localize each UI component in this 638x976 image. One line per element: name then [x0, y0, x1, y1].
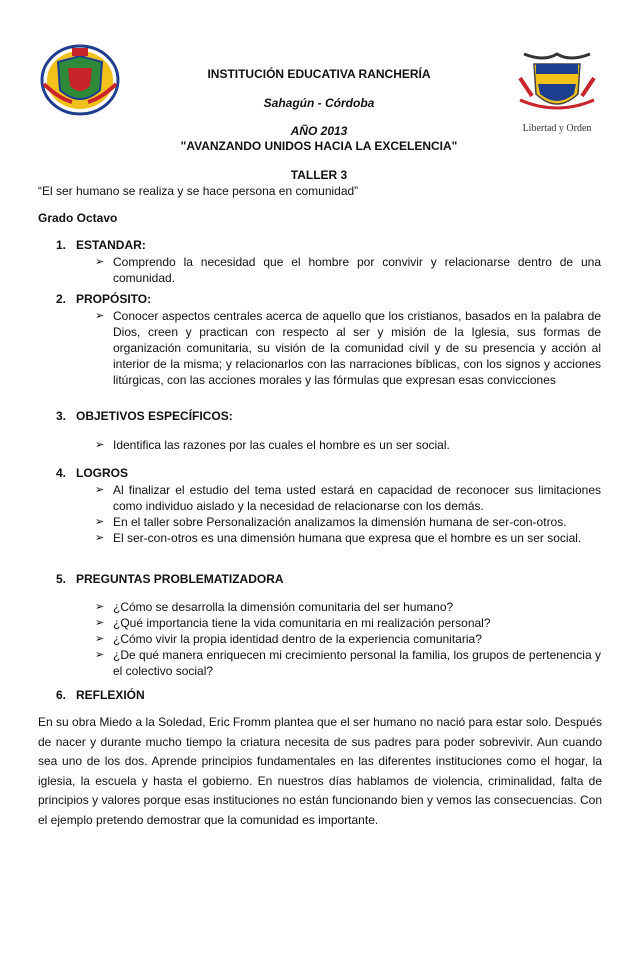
grade: Grado Octavo [38, 211, 118, 225]
section-title: LOGROS [76, 466, 129, 480]
institution-name: INSTITUCIÓN EDUCATIVA RANCHERÍA [207, 67, 431, 81]
section-title: PREGUNTAS PROBLEMATIZADORA [76, 572, 284, 586]
arrow-bullet-icon: ➢ [95, 439, 105, 451]
list-item [95, 615, 601, 631]
coat-of-arms-motto: Libertad y Orden [522, 123, 592, 134]
section-5-heading [56, 572, 284, 586]
section-3-heading [56, 409, 233, 423]
bullet-text: ¿Qué importancia tiene la vida comunitaria en mi realización personal? [113, 616, 491, 630]
list-item [95, 530, 601, 546]
bullet-text: Comprendo la necesidad que el hombre por convivir y relacionarse dentro de una comunidad. [113, 255, 601, 285]
bullet-text: ¿Cómo se desarrolla la dimensión comunitaria del ser humano? [113, 600, 454, 614]
bullet-text: En el taller sobre Personalización analizamos la dimensión humana de ser-con-otros. [113, 515, 567, 529]
list-item [95, 631, 601, 647]
section-2-heading [56, 292, 151, 306]
arrow-bullet-icon: ➢ [95, 601, 105, 613]
quote: “El ser humano se realiza y se hace persona en comunidad” [38, 184, 359, 198]
coat-of-arms-logo [514, 48, 600, 134]
list-item [95, 599, 601, 615]
list-item [95, 647, 601, 679]
bullet-text: ¿De qué manera enriquecen mi crecimiento personal la familia, los grupos de pertenencia y el colectivo social? [113, 648, 601, 678]
list-item [95, 437, 601, 453]
bullet-text: El ser-con-otros es una dimensión humana que expresa que el hombre es un ser social. [113, 531, 582, 545]
bullet-text: ¿Cómo vivir la propia identidad dentro de la experiencia comunitaria? [113, 632, 482, 646]
bullet-text: Al finalizar el estudio del tema usted estará en capacidad de reconocer sus limitaciones como individuo aislado y la necesidad de relacionarse con los demás. [113, 483, 601, 513]
workshop-title: TALLER 3 [290, 168, 348, 182]
section-number: 5. [56, 572, 67, 586]
section-number: 1. [56, 238, 67, 252]
section-title: REFLEXIÓN [76, 688, 145, 702]
arrow-bullet-icon: ➢ [95, 310, 105, 322]
location: Sahagún - Córdoba [263, 96, 375, 110]
arrow-bullet-icon: ➢ [95, 633, 105, 645]
list-item [95, 482, 601, 514]
bullet-text: Identifica las razones por las cuales el hombre es un ser social. [113, 438, 450, 452]
section-title: ESTANDAR: [76, 238, 146, 252]
section-number: 2. [56, 292, 67, 306]
bullet-text: Conocer aspectos centrales acerca de aquello que los cristianos, basados en la palabra de Dios, creen y practican con respecto al ser y misión de la Iglesia, sus formas de organización comunitaria, su visión de la comunidad civil y de su presencia y acción al interior de la misma; y relacionarlos con las narraciones bíblicas, con los signos y acciones litúrgicas, con las acciones morales y las fórmulas que expresan esas convicciones [113, 309, 601, 387]
section-number: 3. [56, 409, 67, 423]
arrow-bullet-icon: ➢ [95, 256, 105, 268]
motto: "AVANZANDO UNIDOS HACIA LA EXCELENCIA" [180, 139, 458, 153]
section-6-heading [56, 688, 145, 702]
section-number: 6. [56, 688, 67, 702]
reflection-paragraph: En su obra Miedo a la Soledad, Eric Fromm plantea que el ser humano no nació para estar solo. Después de nacer y durante mucho tiempo la criatura necesita de sus padres para poder sobrevivir. Aun cuando sea uno de los dos. Aprende principios fundamentales en las diferentes instituciones como el hogar, la iglesia, la escuela y hasta el gobierno. En nuestros días hablamos de violencia, criminalidad, falta de principios y valores porque esas instituciones no están funcionando bien y vemos las consecuencias. Con el ejemplo pretendo demostrar que la comunidad es importante. [38, 715, 602, 827]
section-1-heading [56, 238, 146, 252]
arrow-bullet-icon: ➢ [95, 617, 105, 629]
section-title: PROPÓSITO: [76, 292, 152, 306]
arrow-bullet-icon: ➢ [95, 649, 105, 661]
year: AÑO 2013 [290, 124, 348, 138]
arrow-bullet-icon: ➢ [95, 532, 105, 544]
section-4-heading [56, 466, 128, 480]
section-number: 4. [56, 466, 67, 480]
list-item [95, 254, 601, 286]
section-title: OBJETIVOS ESPECÍFICOS: [76, 409, 233, 423]
arrow-bullet-icon: ➢ [95, 516, 105, 528]
list-item [95, 308, 601, 388]
list-item [95, 514, 601, 530]
arrow-bullet-icon: ➢ [95, 484, 105, 496]
